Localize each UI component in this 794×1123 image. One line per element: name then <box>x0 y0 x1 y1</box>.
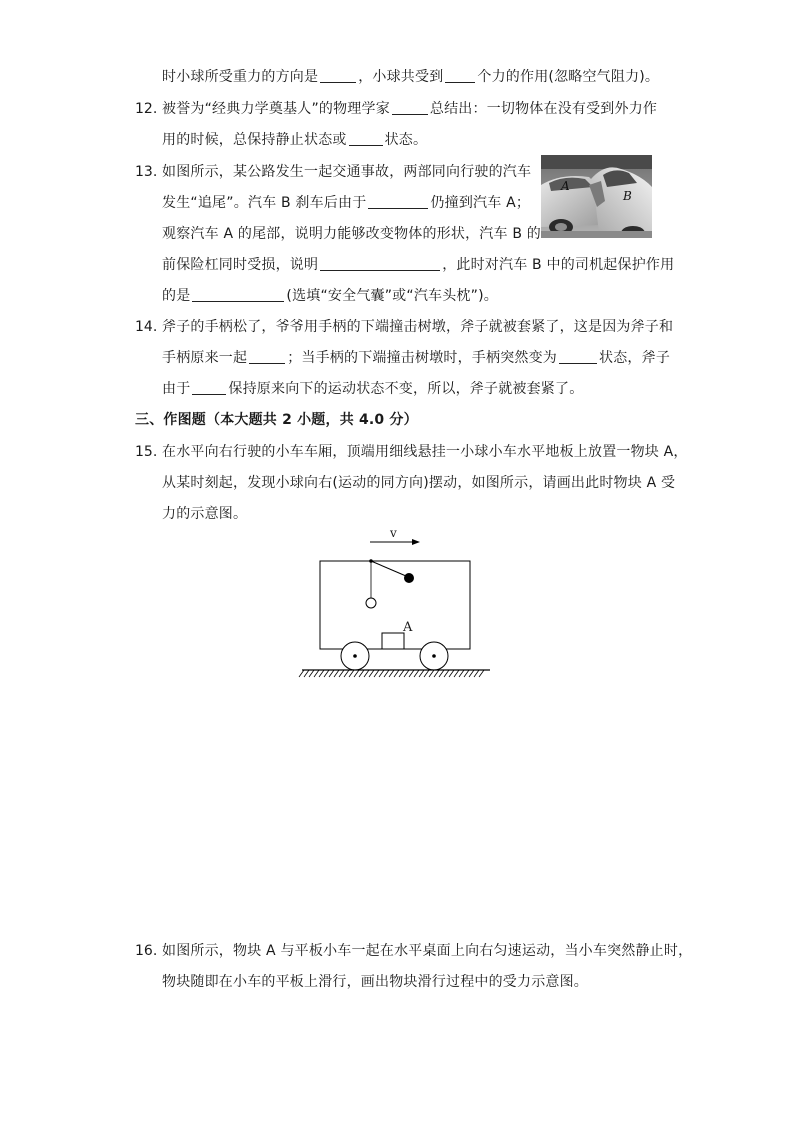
hatch-mark <box>329 670 334 677</box>
q12-text-1a: 被誉为“经典力学奠基人”的物理学家 <box>162 101 390 117</box>
q14-line-3 <box>162 379 583 399</box>
q14-text-3a: 由于 <box>162 381 191 397</box>
q15-line-3: 力的示意图。 <box>162 506 248 522</box>
q13-text-4b: ，此时对汽车 B 中的司机起保护作用 <box>442 257 675 273</box>
q13-blank-2[interactable] <box>320 256 440 271</box>
hatch-mark <box>399 670 404 677</box>
q13-text-5a: 的是 <box>162 288 191 304</box>
hatch-mark <box>324 670 329 677</box>
photo-label-b: B <box>623 189 632 203</box>
q12-number: 12. <box>135 101 158 117</box>
q14-text-2b: ；当手柄的下端撞击树墩时，手柄突然变为 <box>287 350 558 366</box>
hatch-mark <box>429 670 434 677</box>
q12-text-2b: 状态。 <box>384 132 428 148</box>
q11-text-1: 时小球所受重力的方向是 <box>162 69 319 85</box>
q13-blank-1[interactable] <box>368 194 428 209</box>
reference-ball <box>366 598 376 608</box>
q12-blank-1[interactable] <box>392 100 428 115</box>
hatch-mark <box>299 670 304 677</box>
q13-line-5 <box>162 286 498 306</box>
hatch-mark <box>359 670 364 677</box>
q11-line <box>162 67 659 87</box>
hatch-mark <box>349 670 354 677</box>
hatch-mark <box>464 670 469 677</box>
hatch-mark <box>384 670 389 677</box>
hatch-mark <box>344 670 349 677</box>
q12-line-2 <box>162 130 427 150</box>
q11-blank-2[interactable] <box>445 68 475 83</box>
hatch-mark <box>454 670 459 677</box>
q15-line-2: 从某时刻起，发现小球向右(运动的同方向)摆动，如图所示，请画出此时物块 A 受 <box>162 475 676 491</box>
q12-blank-2[interactable] <box>349 131 383 146</box>
q13-text-2b: 仍撞到汽车 A； <box>430 195 531 211</box>
wheel-right-hub <box>432 654 436 658</box>
hatch-mark <box>474 670 479 677</box>
section-3-title: 三、作图题（本大题共 2 小题，共 4.0 分） <box>135 412 418 428</box>
hatch-mark <box>434 670 439 677</box>
wheel-left-hub <box>353 654 357 658</box>
q13-line-4 <box>162 255 674 275</box>
hatch-mark <box>374 670 379 677</box>
hatch-mark <box>444 670 449 677</box>
hatch-mark <box>459 670 464 677</box>
deflected-string <box>371 561 406 576</box>
q14-text-2a: 手柄原来一起 <box>162 350 248 366</box>
hatch-mark <box>314 670 319 677</box>
hatch-mark <box>319 670 324 677</box>
car-accident-illustration <box>541 155 652 238</box>
q14-text-2c: 状态，斧子 <box>599 350 671 366</box>
q13-number: 13. <box>135 164 158 180</box>
q14-blank-2[interactable] <box>559 349 597 364</box>
hatch-mark <box>419 670 424 677</box>
hatch-mark <box>339 670 344 677</box>
hatch-mark <box>414 670 419 677</box>
figure-label-a: A <box>403 620 413 635</box>
q13-text-5b: (选填“安全气囊”或“汽车头枕”)。 <box>286 288 498 304</box>
q15-figure <box>296 524 496 686</box>
q11-text-3: 个力的作用(忽略空气阻力)。 <box>477 69 660 85</box>
q15-number: 15. <box>135 444 158 460</box>
q13-line-1: 如图所示，某公路发生一起交通事故，两部同向行驶的汽车 <box>162 164 532 180</box>
block-a <box>382 633 404 649</box>
q12-text-2a: 用的时候，总保持静止状态或 <box>162 132 347 148</box>
q13-blank-3[interactable] <box>192 287 284 302</box>
hatch-mark <box>469 670 474 677</box>
q12-text-1b: 总结出：一切物体在没有受到外力作 <box>429 101 658 117</box>
cart-diagram <box>296 524 496 686</box>
q13-text-4a: 前保险杠同时受损，说明 <box>162 257 319 273</box>
hatch-mark <box>409 670 414 677</box>
q16-line-2: 物块随即在小车的平板上滑行，画出物块滑行过程中的受力示意图。 <box>162 974 588 990</box>
hatch-mark <box>424 670 429 677</box>
velocity-arrowhead <box>412 539 420 545</box>
q14-blank-3[interactable] <box>192 380 226 395</box>
hatch-mark <box>364 670 369 677</box>
hatch-mark <box>394 670 399 677</box>
q12-line-1 <box>162 99 657 119</box>
q11-text-2: ，小球共受到 <box>358 69 444 85</box>
hatch-mark <box>334 670 339 677</box>
q11-blank-1[interactable] <box>320 68 356 83</box>
photo-label-a: A <box>561 179 570 193</box>
q14-line-2 <box>162 348 670 368</box>
q14-line-1: 斧子的手柄松了，爷爷用手柄的下端撞击树墩，斧子就被套紧了，这是因为斧子和 <box>162 319 674 335</box>
hatch-mark <box>439 670 444 677</box>
q14-text-3b: 保持原来向下的运动状态不变，所以，斧子就被套紧了。 <box>228 381 584 397</box>
hatch-mark <box>404 670 409 677</box>
figure-label-v: v <box>390 526 397 540</box>
hatch-mark <box>389 670 394 677</box>
hatch-mark <box>369 670 374 677</box>
swinging-ball <box>404 573 414 583</box>
q13-line-3: 观察汽车 A 的尾部，说明力能够改变物体的形状，汽车 B 的 <box>162 226 541 242</box>
q16-line-1: 如图所示，物块 A 与平板小车一起在水平桌面上向右匀速运动，当小车突然静止时， <box>162 943 693 959</box>
q14-blank-1[interactable] <box>249 349 285 364</box>
q13-text-2a: 发生“追尾”。汽车 B 刹车后由于 <box>162 195 367 211</box>
hatch-mark <box>309 670 314 677</box>
hatch-mark <box>479 670 484 677</box>
hatch-mark <box>304 670 309 677</box>
q15-line-1: 在水平向右行驶的小车车厢，顶端用细线悬挂一小球小车水平地板上放置一物块 A， <box>162 444 688 460</box>
q13-line-2 <box>162 193 530 213</box>
q14-number: 14. <box>135 319 158 335</box>
car-accident-photo <box>541 155 652 238</box>
q16-number: 16. <box>135 943 158 959</box>
hatch-mark <box>449 670 454 677</box>
ground-hatching <box>299 670 484 677</box>
hatch-mark <box>379 670 384 677</box>
hatch-mark <box>354 670 359 677</box>
